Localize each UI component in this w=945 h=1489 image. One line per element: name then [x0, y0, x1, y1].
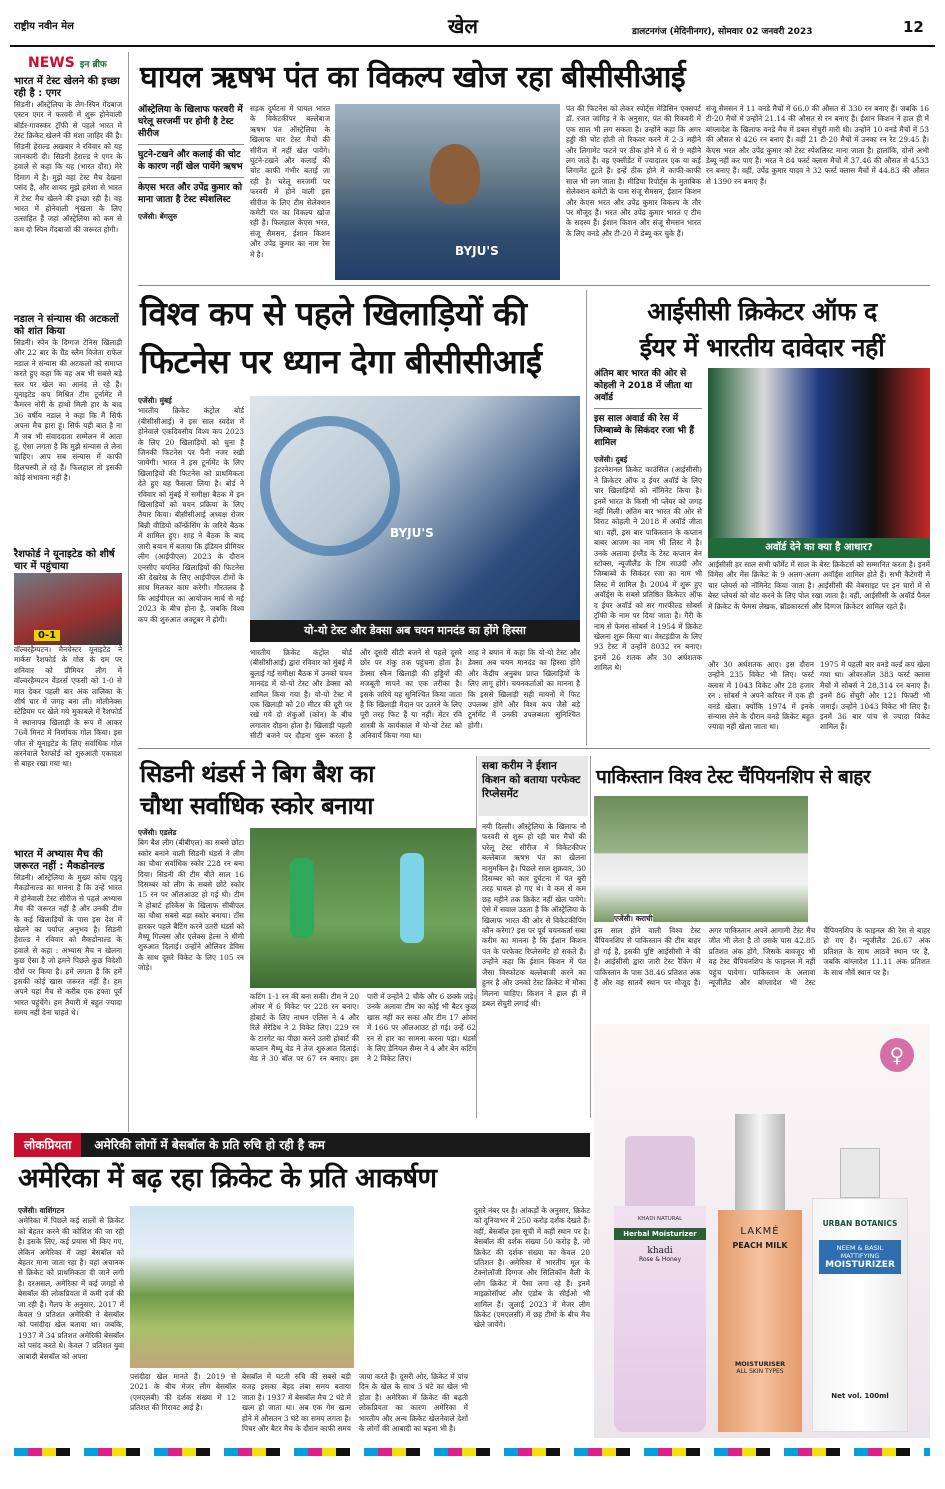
america-col3: बेसबॉल में घटती रुचि की सबसे बड़ी वजह इसका बेहद लंबा समय बताया जाता है। 1937 में बेसबॉल मैच 2 घंटे में खत्म हो जाता था। अब एक गेम खत्म होने में औसतन 3 घंटे का समय लगता है। पिचर और बैटर मैच के दौरान काफी समय जाया करते हैं। दूसरी ओर, क्रिकेट में पांच दिन के खेल के साथ 3 घंटे का खेल भी होता है। अमेरिका में क्रिकेट की बढ़ती लोकप्रियता का कारण अमेरिका में भारतीय और अन्य क्रिकेट खेलनेवाले देशों के लोगों की आबादी का बढ़ना भी है। — [242, 1372, 468, 1434]
brief-item: रैशफोर्ड ने यूनाइटेड को शीर्ष चार में पहुंचाया 0-1 वॉल्वरहैम्पटन। मैनचेस्टर यूनाइटेड ने मार्कस रैशफोर्ड के गोल के दम पर शनिवार को प्रीमियर लीग में वॉल्वरहैम्पटन वेंडरर्स एफसी को 1-0 से मात देकर पहली बार अंक तालिका के शीर्ष चार में जगह बना ली। मोलीनेक्स स्टेडियम पर खेले गये मुकाबले में रैशफोर्ड ने स्थानापन्न खिलाड़ी के रूप में आकर 76वें मिनट में निर्णायक गोल किया। इस जीत से यूनाइटेड के लिए सर्वाधिक गोल करनेवाले रैशफोर्ड को शुरुआती एकादश से बाहर रखा गया था। — [14, 549, 122, 769]
pant-photo — [335, 104, 560, 280]
saba-headline-box: सबा करीम ने ईशान किशन को बताया परफेक्ट रिप्लेसमेंट — [478, 756, 588, 816]
icc-col-a: और 30 अर्धशतक आए। इस दौरान उन्होंने 235 विकेट भी लिए। फर्स्ट क्लास में 1043 विकेट और 28 हजार रन : सोबर्स ने अपने करियर में एक ही वनडे खेला। क्योंकि 1974 में इनके संन्यास लेने के दौरान वनडे क्रिकेट बहुत ज्यादा नहीं खेला जाता था। — [708, 660, 814, 732]
pant-deck: ऑस्ट्रेलिया के खिलाफ फरवरी में घरेलू सरजमीं पर होनी है टेस्ट सीरीज घुटने-टखने और कलाई की चोट के कारण नहीं खेल पायेंगे ऋषभ केएस भरत और उपेंद्र कुमार को माना जाता है टेस्ट स्पेशलिस्ट एजेंसी। बेंगलुरु — [138, 105, 243, 221]
fitness-photo — [250, 396, 580, 620]
pant-col3: संजू सैमसन ने 11 वनडे मैचों में 66.0 की औसत से 330 रन बनाए हैं। जबकि 16 टी-20 मैचों में उन्होंने 21.14 की औसत से रन बनाए हैं। ईशान किशन ने हाल ही में बांग्लादेश के खिलाफ वनडे मैच में डबल सेंचुरी मारी थी। उन्होंने 10 वनडे मैचों में 53 की औसत से 426 रन बनाए हैं। वहीं 21 टी-20 मैचों में उनका रन रेट 29.45 है। केएस भरत और उपेंद्र कुमार को टेस्ट स्पेशलिस्ट माना जाता है। हालांकि, दोनों अभी डेब्यू नहीं कर पाए हैं। भरत ने 84 फर्स्ट क्लास मैचों में 37.46 की औसत से 4533 रन बनाए हैं। वहीं, उपेंद्र कुमार यादव ने 32 फर्स्ट क्लास मैचों में 44.83 की औसत से 1390 रन बनाए हैं। — [706, 104, 929, 186]
america-col1: एजेंसी। वाशिंगटन अमेरिका में पिछले कई सालों से क्रिकेट को बेहतर करने की कोशिश की जा रही है। इसके लिए, कई प्रयास भी किए गए, लेकिन अमेरिका में जहां बेसबॉल को बेहतर माना जाता रहा है। वहां अचानक से क्रिकेट को प्राथमिकता दी जाने लगी है। दरअसल, अमेरिका में कई जगहों से बेसबॉल की लोकप्रियता में कमी दर्ज की जा रही है। गैलप के अनुसार, 2017 में केवल 9 प्रतिशत अमेरिकी ने बेसबॉल को पसंदीदा खेल बताया था। जबकि, 1937 में 34 प्रतिशत अमेरिकी बेसबॉल को पसंद करते थे। केवल 7 प्रतिशत युवा आबादी बेसबॉल को अपना — [18, 1206, 124, 1361]
news-brief-column — [14, 52, 122, 1132]
ad-badge: ♀ — [880, 1038, 914, 1072]
sydney-col2: कटिंग 1-1 रन की बना सकी। टीम ने 20 ओवर में 6 विकेट पर 228 रन बनाए। होबार्ट के लिए नाथन एलिस ने 4 और रिले मेरेडिथ ने 2 विकेट लिए। 229 रन के टारगेट का पीछा करने उतरी होबार्ट की कप्तान मैथ्यू वेड ने तेज शुरुआत दिलाई। वेड ने 30 बॉल पर 67 रन बनाए। इस पारी में उन्होंने 2 चौके और 6 छक्के जड़े। उनके अलावा टीम का कोई भी बैटर कुछ खास नहीं कर सका और टीम 17 ओवर में 166 पर ऑलआउट हो गई। उन्हें 62 रन से हार का सामना करना पड़ा। थंडर्स के लिए डेनियल सैम्स ने 4 और बेन कटिंग ने 2 विकेट लिए। — [250, 992, 476, 1064]
icc-box-body: आईसीसी हर साल सभी फॉर्मेट में साल के बेस्ट क्रिकेटर्स को सम्मानित करता है। इनमें विमेंस और मेंस क्रिकेट के 9 अलग-अलग अवॉर्ड्स शामिल होते हैं। सभी कैटेगरी में चार प्लेयर्स को नॉमिनेट किया जाता है। आईसीसी की वेबसाइट पर इन चारों में से बेस्ट प्लेयर्स को वोट करने के लिए पोल रखा जाता है। वहीं, आईसीसी के अवॉर्ड पैनल में क्रिकेट के फेमस लेखक, ब्रॉडकास्टर्स और दिग्गज क्रिकेटर शामिल रहते हैं। — [708, 560, 930, 611]
icc-box-title: अवॉर्ड देने का क्या है आधार? — [708, 538, 930, 558]
brief-item: भारत में टेस्ट खेलने की इच्छा रही है : एगर सिडनी। ऑस्ट्रेलिया के लेग-स्पिन गेंदबाज एस्टन एगर ने फरवरी में शुरू होनेवाली बॉर्डर-गावस्कर ट्रॉफी से पहले भारत में टेस्ट क्रिकेट खेलने की मंशा जाहिर की है। सिडनी हेराल्ड अखबार ने रविवार को यह जानकारी दी। सिडनी हेराल्ड ने एगर के हवाले से कहा कि यह (भारत दौरा) मेरे दिमाग में है। मुझे वहां टेस्ट मैच देखना पसंद है, और शायद मुझे हमेशा से भारत में टेस्ट मैच खेलने की इच्छा रही है। वह भारत में होनेवाली शृंखला के लिए उत्साहित हैं जहां ऑस्ट्रेलिया को कम से कम दो स्पिन गेंदबाजों की जरूरत होगी। — [14, 76, 122, 234]
pant-headline: घायल ऋषभ पंत का विकल्प खोज रहा बीसीसीआई — [140, 60, 686, 95]
brief-item: नडाल ने संन्यास की अटकलों को शांत किया सिडनी। स्पेन के दिग्गज टेनिस खिलाड़ी और 22 बार के ग्रैंड स्लैम विजेता राफेल नडाल ने संन्यास की अटकलों को समाप्त करते हुए कहा कि वह अब भी सबसे बड़े स्तर पर खेल का आनंद ले रहे हैं। यूनाइटेड कप मिश्रित टीम टूर्नामेंट में कैमरन नोरी के हाथों मिली हार के बाद 36 वर्षीय नडाल ने कहा कि मैं सिर्फ अपना मैच हारा हूं। सिर्फ यही बात है ना मैं जब भी संवाददाता सम्मेलन में आता हूं, ऐसा लगता है कि मुझे संन्यास ले लेना चाहिए। आप सब संन्यास में काफी दिलचस्पी ले रहे हैं। फिलहाल तो इसकी कोई संभावना नहीं है। — [14, 314, 122, 483]
america-headline: अमेरिका में बढ़ रहा क्रिकेट के प्रति आकर्षण — [18, 1163, 437, 1194]
paper-logo: राष्ट्रीय नवीन मेल — [14, 21, 74, 32]
cosmetics-ad[interactable] — [594, 1024, 930, 1438]
page-number: 12 — [903, 18, 924, 36]
america-col3-cont — [362, 1206, 468, 1366]
pant-col2: पंत की फिटनेस को लेकर स्पोर्ट्स मेडिसिन एक्सपर्ट डॉ. रजत जांगिड़ ने के अनुसार, पंत की रिकवरी में एक साल भी लग सकता है। उन्होंने कहा कि अगर हड्डी की चोट होती तो रिकवर करने में 2-3 महीने और लिगामेंट फटने पर ठीक होने में 6 से 9 महीने लग जाते हैं। वह एक्सीडेंट में ज्यादातर एक या कई लिगामेंट टूटते हैं। इन्हें ठीक होने में काफी-काफी साल भी लग जाता है। मीडिया रिपोर्ट्स के मुताबिक सेलेक्शन कमेटी के पास संजू सैमसन, ईशान किशन और केएस भरत और उपेंद्र कुमार विकल्प के तौर पर मौजूद हैं। भरत और उपेंद्र कुमार भारत ए टीम के सदस्य हैं। ईशान किशन और संजू सैमसन भारत के लिए वनडे और टी-20 में डेब्यू कर चुके हैं। — [566, 104, 701, 238]
america-col2: पसंदीदा खेल मानते हैं। 2019 से 2021 के बीच मेजर लीग बेसबॉल (एमएलबी) की दर्शक संख्या में 12 प्रतिशत की गिरावट आई है। — [130, 1372, 236, 1413]
news-brief-label: NEWS इन ब्रीफ — [28, 55, 107, 71]
america-kicker-band — [14, 1133, 590, 1157]
fitness-photo-caption: यो-यो टेस्ट और डेक्सा अब चयन मानदंड का होंगे हिस्सा — [250, 620, 580, 642]
rashford-photo: 0-1 — [14, 573, 122, 645]
fitness-col2: भारतीय क्रिकेट कंट्रोल बोर्ड (बीसीसीआई) द्वारा रविवार को मुंबई में बुलाई गई समीक्षा बैठक में उनको चयन मानदंड में यो-यो टेस्ट और डेक्सा को शामिल किया गया है। यो-यो टेस्ट में एक खिलाड़ी को 20 मीटर की दूरी पर रखे गये दो शंकुओं (कोन) के बीच लगातार दौड़ना होता है। खिलाड़ी पहली सीटी बजने पर दौड़ना शुरू करता है और दूसरी सीटी बजने से पहले दूसरे छोर पर शंकु तक पहुंचना होता है। डेक्सा स्कैन खिलाड़ी की हड्डियों की मजबूती मापने का एक तरीका है। इसके जरिये यह सुनिश्चित किया जाता है कि खिलाड़ी मैदान पर उतरने के लिए पूरी तरह फिट हैं या नहीं। मेंटर रवि शास्त्री के कार्यकाल में यो-यो टेस्ट को अनिवार्य किया गया था। — [250, 648, 462, 741]
product-khadi: KHADI NATURAL Herbal Moisturizer khadi Rose & Honey — [614, 1136, 706, 1432]
print-color-bar — [14, 1448, 930, 1456]
masthead — [0, 0, 945, 46]
section-title: खेल — [448, 14, 478, 38]
sponsor-logo: BYJU'S — [390, 526, 434, 540]
icc-headline: आईसीसी क्रिकेटर ऑफ द ईयर में भारतीय दावेदार नहीं — [639, 297, 885, 362]
saba-body: नयी दिल्ली। ऑस्ट्रेलिया के खिलाफ नौ फरवरी से शुरू हो रही चार मैचों की घरेलू टेस्ट सीरीज में विकेटकीपर बल्लेबाज ऋषभ पंत का खेलना नामुमकिन है। पिछले साल शुक्रवार, 30 दिसम्बर को कार दुर्घटना में पंत बुरी तरह घायल हो गए थे। वे कम से कम छह महीने तक क्रिकेट नहीं खेल पायेंगे। ऐसे में सवाल उठता है कि ऑस्ट्रेलिया के खिलाफ भारत की ओर से विकेटकीपिंग कौन करेगा? इस पर पूर्व चयनकर्ता सबा करीम का मानना है कि ईशान किशन पंत के परफेक्ट रिप्लेसमेंट हो सकते हैं। उन्होंने कहा कि ईशान किशन में पंत जैसा विस्फोटक बल्लेबाजी करने का हुनर है और उनको टेस्ट क्रिकेट में मौका मिलना चाहिए। किशन ने हाल ही में डबल सेंचुरी लगाई थी। — [482, 822, 586, 1008]
icc-photo — [708, 368, 930, 538]
pant-col1: सड़क दुर्घटना में घायल भारत के विकेटकीपर बल्लेबाज ऋषभ पंत ऑस्ट्रेलिया के खिलाफ चार टेस्ट मैचों की सीरीज में नहीं खेल पायेंगे। घुटने-टखने और कलाई की चोट काफी गंभीर बताई जा रही है। घरेलू सरजमीं पर फरवरी में होने वाली इस सीरीज के लिए टीम सेलेक्शन कमेटी पंत का विकल्प खोज रही है। फिलहाल केएस भरत, संजू सैमसन, ईशान किशन और उपेंद्र कुमार का नाम रेस में है। — [250, 104, 330, 259]
america-photo — [130, 1206, 354, 1368]
sponsor-logo: BYJU'S — [455, 244, 499, 258]
america-kicker-deck: अमेरिकी लोगों में बेसबॉल के प्रति रुचि हो रही है कम — [94, 1138, 325, 1152]
icc-deck: अंतिम बार भारत की ओर से कोहली ने 2018 में जीता था अवॉर्ड इस साल अवार्ड की रेस में जिम्बाब्वे के सिकंदर रजा भी हैं शामिल एजेंसी। दुबई इंटरनेशनल क्रिकेट काउंसिल (आईसीसी) ने क्रिकेटर ऑफ द ईयर अवॉर्ड के लिए चार खिलाड़ियों को नॉमिनेट किया है। इनमें भारत के किसी भी प्लेयर को जगह नहीं मिली। अंतिम बार भारत की ओर से विराट कोहली ने 2018 में अवॉर्ड जीता था। वहीं, इस बार पाकिस्तान के कप्तान बाबर आजम का नाम भी लिस्ट में है। उनके अलावा इंग्लैंड के टेस्ट कप्तान बेन स्टोक्स, न्यूजीलैंड के टिम साउदी और जिम्बाब्वे के सिकंदर रजा का नाम भी लिस्ट में शामिल है। 2004 में शुरू हुए अवॉर्ड्स के सबसे प्रतिष्ठित क्रिकेटर ऑफ द ईयर अवॉर्ड को सर गारफील्ड सोबर्स ट्रॉफी के नाम पर दिया जाता है। गैरी के नाम से फेमस सोबर्स ने 1954 में क्रिकेट खेलना शुरू किया था। वेस्टइंडीज के लिए 93 टेस्ट में उन्होंने 8032 रन बनाए। इनमें 26 शतक और 30 अर्धशतक शामिल थे। — [594, 369, 702, 673]
sydney-headline: सिडनी थंडर्स ने बिग बैश का चौथा सर्वाधिक स्कोर बनाया — [140, 760, 374, 820]
pak-photo — [594, 796, 808, 922]
fitness-headline: विश्व कप से पहले खिलाड़ियों की फिटनेस पर ध्यान देगा बीसीसीआई — [140, 294, 542, 381]
brief-item: भारत में अभ्यास मैच की जरूरत नहीं : मैकडोनल्ड सिडनी। ऑस्ट्रेलिया के मुख्य कोच एंड्रयू मैकडोनाल्ड का मानना है कि उन्हें भारत में होनेवाली टेस्ट सीरीज से पहले अभ्यास मैच की जरूरत नहीं है और उनकी टीम के कई खिलाड़ियों के पास इस देश में खेलने का पर्याप्त अनुभव है। सिडनी हेराल्ड ने रविवार को मैकडोनाल्ड के हवाले से कहा : अभ्यास मैच न खेलना कुछ ऐसा है जो हमने पिछले कुछ विदेशी दौरों पर किया है। हमें लगता है कि हमें इसकी कोई खास जरूरत नहीं है। हम अपने यहां मैच से करीब एक हफ्ता पूर्व भारत पहुंचेंगे। हम तैयारी में बहुत ज्यादा समय नहीं देना चाहते थे। — [14, 849, 122, 1018]
fitness-col3: शाह ने बयान में कहा कि यो-यो टेस्ट और डेक्सा अब चयन मानदंड का हिस्सा होंगे और केंद्रीय अनुबंध प्राप्त खिलाड़ियों के लिए लागू होंगे। चयनकर्ताओं का मानना है कि इससे खिलाड़ी सही मायनों में फिट उपलब्ध होंगे और विश्व कप जैसे बड़े टूर्नामेंट में उनकी उपलब्धता सुनिश्चित होगी। — [468, 648, 580, 730]
america-col4: दूसरे नंबर पर है। आंकड़ों के अनुसार, क्रिकेट को दुनियाभर में 250 करोड़ दर्शक देखते हैं। वहीं, बेसबॉल इस सूची में कहीं स्थान पर है। बेसबॉल की दर्शक संख्या 50 करोड़ है, जो क्रिकेट की दर्शक संख्या का केवल 20 प्रतिशत है। अमेरिका में भारतीय मूल के टेक्नोलॉजी दिग्गज और सिलिकॉन वैली के लोग क्रिकेट में पैसा लगा रहे हैं। इनमें माइक्रोसॉफ्ट और एडोब के सीईओ भी शामिल हैं। जुलाई 2023 में मेजर लीग क्रिकेट (एमएलसी) में छह टीमों के बीच मैच खेले जायेंगे। — [474, 1206, 590, 1330]
sydney-col1: एजेंसी। एडलेड बिग बैश लीग (बीबीएल) का सबसे छोटा स्कोर बनाने वाली सिडनी थंडर्स ने लीग का चौथा सर्वाधिक स्कोर 228 रन बना दिया। सिडनी की टीम बीते साल 16 दिसम्बर को लीग के सबसे छोटे स्कोर 15 रन पर ऑलआउट हो गई थी। टीम ने होबार्ट हरिकेंस के खिलाफ सीबीएल का चौथा सबसे बड़ा स्कोर बनाया। टॉस हारकर पहले बैटिंग करने उतरी थंडर्स को मैथ्यू गिल्क्स और एलेक्स हेल्स ने धीमी शुरुआत दिलाई। उन्होंने ओलिवर डेविस के साथ दूसरे विकेट के लिए 105 रन जोड़े। — [138, 828, 244, 973]
pak-body: इस साल होने वाली विश्व टेस्ट चैंपियनशिप से पाकिस्तान की टीम बाहर हो गई है, इसकी पुष्टि आईसीसी ने की है। आईसीसी द्वारा जारी टेस्ट रैंकिंग में पाकिस्तान के पास 38.46 प्रतिशत अंक हैं और वह सातवें स्थान पर मौजूद है। अगर पाकिस्तान अपने आगामी टेस्ट मैच जीत भी लेता है तो उसके पास 42.85 प्रतिशत अंक होंगे, जिसके बावजूद भी वह टेस्ट चैंपियनशिप के फाइनल में नहीं पहुंच पायेगा। पाकिस्तान के अलावा न्यूजीलैंड और बांग्लादेश भी टेस्ट चैंपियनशिप के फाइनल की रेस से बाहर हो गए हैं। न्यूजीलैंड 26.67 अंक प्रतिशत के साथ आठवें स्थान पर है, जबकि बांग्लादेश 11.11 अंक प्रतिशत के साथ नौवें स्थान पर है। — [594, 926, 930, 988]
america-kicker: लोकप्रियता — [14, 1133, 81, 1157]
icc-col-b: 1975 में पहली बार वनडे वर्ल्ड कप खेला गया था। ओवरऑल 383 फर्स्ट क्लास मैचों में सोबर्स ने 28,314 रन बनाए हैं। इनमें 86 सेंचुरी और 121 फिफ्टी भी जमाईं। उन्होंने 1043 विकेट भी लिए हैं। इनमें 36 बार पांच से ज्यादा विकेट शामिल हैं। — [820, 660, 930, 732]
product-urban-botanics: URBAN BOTANICS NEEM & BASIL MATTIFYING MOISTURIZER Net vol. 100ml — [812, 1148, 908, 1432]
dateline: डालटनगंज (मेदिनीनगर), सोमवार 02 जनवरी 2023 — [632, 27, 813, 37]
fitness-col1: एजेंसी। मुंबई भारतीय क्रिकेट कंट्रोल बोर्ड (बीसीसीआई) ने इस साल स्वदेश में होनेवाले एकदिवसीय विश्व कप 2023 के लिए 20 खिलाड़ियों को चुना है जिनकी फिटनेस पर पैनी नजर रखी जायेगी। भारत ने इस टूर्नामेंट के लिए खिलाड़ियों की फिटनेस को प्राथमिकता देते हुए यह फैसला लिया है। बोर्ड ने रविवार को मुंबई में समीक्षा बैठक में इन खिलाड़ियों को चयन प्रक्रिया के लिए तैयार किया। बीसीसीआई अध्यक्ष रोजर बिन्नी वीडियो कॉन्फ्रेंसिंग के जरिये बैठक में शामिल हुए। शाह ने बैठक के बाद जारी बयान में बताया कि इंडियन प्रीमियर लीग (आईपीएल) 2023 के दौरान एनसीए चयनित खिलाड़ियों की फिटनेस की देखरेख के लिए आईपीएल टीमों के साथ मिलकर काम करेगी। गौरतलब है कि आईपीएल का आयोजन मार्च से मई 2023 के बीच होना है, जबकि विश्व कप की शुरुआत अक्टूबर में होगी। — [138, 396, 244, 624]
pak-headline: पाकिस्तान विश्व टेस्ट चैंपियनशिप से बाहर — [596, 766, 871, 788]
sydney-photo — [250, 828, 476, 988]
product-lakme: LAKMÉ PEACH MILK MOISTURISER ALL SKIN TYPES — [718, 1114, 802, 1432]
pak-byline: एजेंसी। कराची — [614, 914, 653, 923]
